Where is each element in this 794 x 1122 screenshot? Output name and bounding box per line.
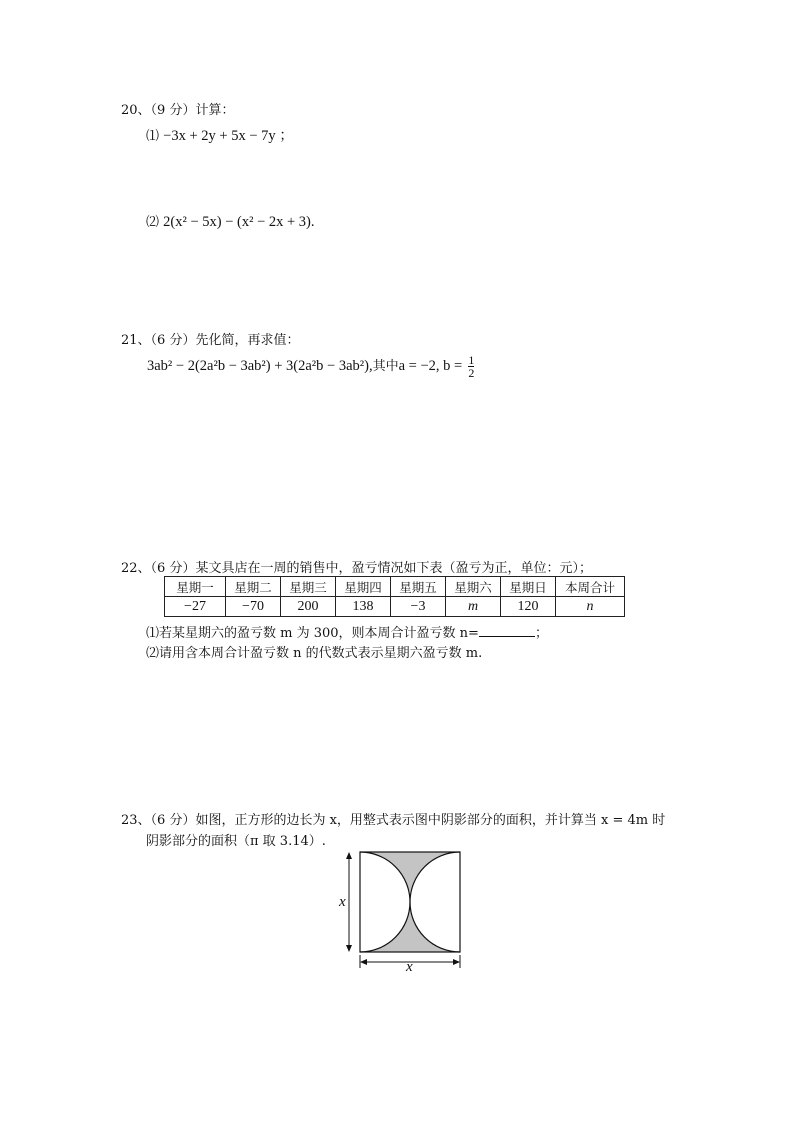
table-header-cell: 星期五 xyxy=(391,577,446,597)
table-header-cell: 星期六 xyxy=(446,577,501,597)
left-arrow-bottom xyxy=(346,945,352,952)
bottom-arrow-left xyxy=(360,959,367,965)
q22-sub1 xyxy=(146,622,548,641)
table-value-row xyxy=(165,597,625,617)
table-header-cell: 本周合计 xyxy=(556,577,625,597)
table-header-cell: 星期三 xyxy=(281,577,336,597)
table-header-cell: 星期一 xyxy=(165,577,226,597)
q20-part2 xyxy=(146,211,315,231)
q22-sub2: ⑵请用含本周合计盈亏数 n 的代数式表示星期六盈亏数 m. xyxy=(146,646,483,661)
bottom-arrow-right xyxy=(453,959,460,965)
q22-sub1-text: ⑴若某星期六的盈亏数 m 为 300，则本周合计盈亏数 n= xyxy=(146,626,479,641)
table-header-row xyxy=(165,577,625,597)
q20-part1 xyxy=(146,124,294,145)
table-header-cell: 星期二 xyxy=(226,577,281,597)
q21-fraction xyxy=(468,354,474,379)
table-value-cell: −70 xyxy=(226,597,281,617)
q20-title: 20、（9 分）计算： xyxy=(121,103,235,118)
table-header-cell: 星期四 xyxy=(336,577,391,597)
table-value-cell: n xyxy=(556,597,625,617)
q21-where: 其中 xyxy=(372,359,399,374)
q20-part1-expression: −3x + 2y + 5x − 7y ； xyxy=(163,128,294,144)
q22-sales-table xyxy=(164,576,625,617)
q21-condition: a = −2, b = xyxy=(398,358,463,374)
table-header-cell: 星期日 xyxy=(501,577,556,597)
table-value-cell: −3 xyxy=(391,597,446,617)
table-value-cell: m xyxy=(446,597,501,617)
left-arrow-top xyxy=(346,852,352,859)
q21-title: 21、（6 分）先化简，再求值： xyxy=(121,333,300,348)
table-value-cell: 138 xyxy=(336,597,391,617)
q21-expression-line xyxy=(147,350,474,383)
fig-label-x-left: x xyxy=(339,894,346,910)
q23-title-line2: 阴影部分的面积（π 取 3.14）. xyxy=(146,834,326,849)
table-value-cell: −27 xyxy=(165,597,226,617)
q22-title: 22、（6 分）某文具店在一周的销售中，盈亏情况如下表（盈亏为正，单位：元）； xyxy=(121,561,592,576)
q20-part2-expression: 2(x² − 5x) − (x² − 2x + 3). xyxy=(163,214,315,230)
q23-title-line1: 23、（6 分）如图，正方形的边长为 x，用整式表示图中阴影部分的面积，并计算当 x = 4m 时 xyxy=(121,813,666,828)
q22-sub1-end: ； xyxy=(534,626,548,641)
table-value-cell: 120 xyxy=(501,597,556,617)
q23-square-figure xyxy=(336,846,468,972)
table-value-cell: 200 xyxy=(281,597,336,617)
fig-label-x-bottom: x xyxy=(406,959,413,972)
q21-fraction-denominator: 2 xyxy=(468,366,475,380)
q21-fraction-numerator: 1 xyxy=(468,353,475,367)
q20-part1-marker: ⑴ xyxy=(146,129,160,144)
q21-expression: 3ab² − 2(2a²b − 3ab²) + 3(2a²b − 3ab²), xyxy=(147,358,373,374)
q20-part2-marker: ⑵ xyxy=(146,215,160,230)
q22-answer-blank xyxy=(479,624,535,637)
